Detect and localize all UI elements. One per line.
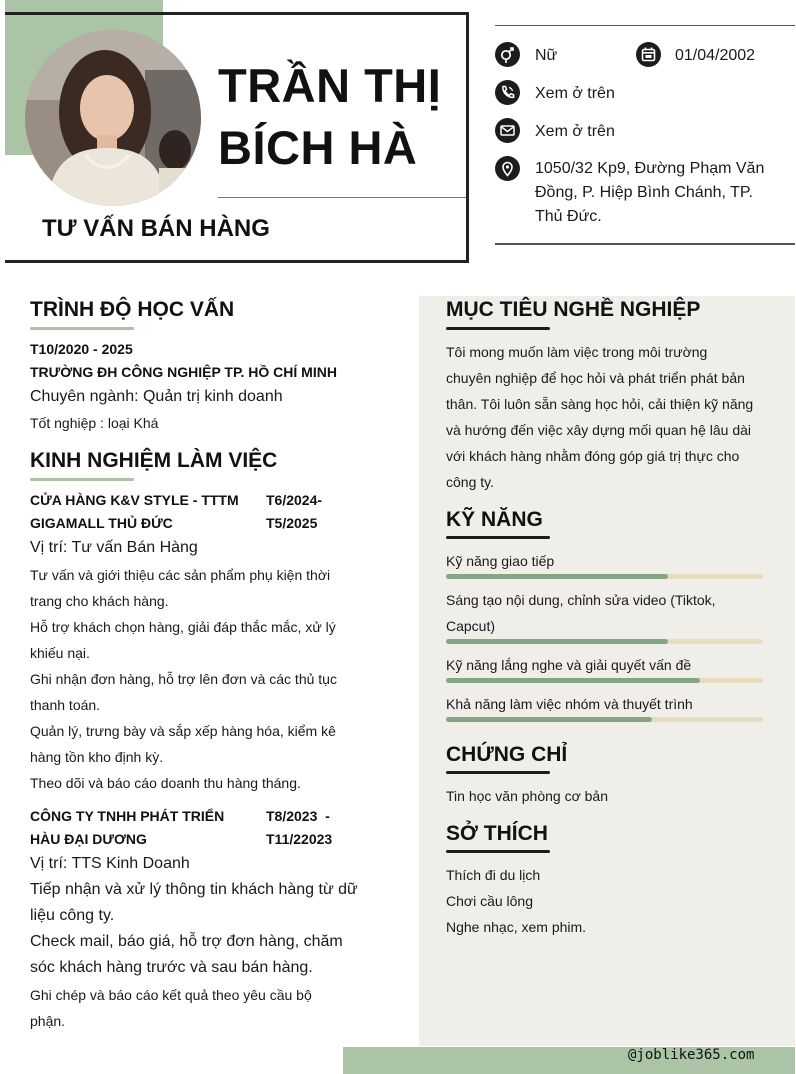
skill-bar-fill [446, 678, 700, 683]
objective-line: chuyên nghiệp để học hỏi và phát triển phát bản [446, 370, 745, 386]
skills-title-underline [446, 536, 550, 539]
gender-value: Nữ [535, 47, 558, 64]
contact-bottom-divider [495, 243, 795, 245]
contact-top-divider [495, 25, 795, 26]
job-duty-line: trang cho khách hàng. [30, 593, 169, 609]
skill-bar-fill [446, 639, 668, 644]
phone-value: Xem ở trên [535, 85, 615, 102]
job-duty-line: Quản lý, trưng bày và sắp xếp hàng hóa, kiểm kê [30, 723, 336, 739]
objective-line: với khách hàng nhằm đóng góp giá trị thực cho [446, 448, 740, 464]
profile-photo [25, 30, 201, 206]
experience-title: KINH NGHIỆM LÀM VIỆC [30, 449, 278, 472]
education-period: T10/2020 - 2025 [30, 341, 133, 357]
address-line: 1050/32 Kp9, Đường Phạm Văn [535, 160, 765, 177]
phone-icon [495, 80, 520, 105]
job-company: GIGAMALL THỦ ĐỨC [30, 515, 173, 531]
job-duty-line: Tiếp nhận và xử lý thông tin khách hàng từ dữ [30, 881, 358, 898]
job-duty-line: sóc khách hàng trước và sau bán hàng. [30, 959, 313, 976]
hobbies-title-underline [446, 850, 550, 853]
objective-line: công ty. [446, 474, 494, 490]
certificate-item: Tin học văn phòng cơ bản [446, 788, 608, 804]
job-duty-line: Tư vấn và giới thiệu các sản phẩm phụ kiện thời [30, 567, 331, 583]
mail-icon [495, 118, 520, 143]
hobbies-title: SỞ THÍCH [446, 822, 548, 845]
skill-bar [446, 574, 763, 579]
full-name-line1: TRẦN THỊ [218, 59, 442, 112]
address-line: Đồng, P. Hiệp Bình Chánh, TP. [535, 184, 753, 201]
job-duty-line: khiếu nại. [30, 645, 90, 661]
job-company: HÀU ĐẠI DƯƠNG [30, 831, 147, 847]
skill-label: Kỹ năng lắng nghe và giải quyết vấn đề [446, 657, 692, 673]
birthday-value: 01/04/2002 [675, 47, 756, 64]
objective-line: thân. Tôi luôn sẵn sàng học hỏi, cải thiện kỹ năng [446, 396, 754, 412]
job-period: T11/22023 [266, 831, 333, 847]
location-icon [495, 156, 520, 181]
job-title: TƯ VẤN BÁN HÀNG [42, 215, 270, 242]
job-duty-line: Check mail, báo giá, hỗ trợ đơn hàng, chăm [30, 933, 343, 950]
name-divider [218, 197, 466, 198]
address-line: Thủ Đức. [535, 208, 602, 225]
skill-label: Capcut) [446, 618, 496, 634]
education-title-underline [30, 327, 134, 330]
education-major: Chuyên ngành: Quản trị kinh doanh [30, 388, 283, 405]
skill-bar-fill [446, 717, 652, 722]
job-duty-line: Ghi chép và báo cáo kết quả theo yêu cầu bộ [30, 987, 312, 1003]
skill-bar [446, 717, 763, 722]
job-company: CỬA HÀNG K&V STYLE - TTTM [30, 492, 239, 508]
skill-label: Kỹ năng giao tiếp [446, 553, 555, 569]
job-position: Vị trí: TTS Kinh Doanh [30, 855, 190, 872]
education-grade: Tốt nghiệp : loại Khá [30, 415, 159, 431]
job-duty-line: Ghi nhận đơn hàng, hỗ trợ lên đơn và các thủ tục [30, 671, 337, 687]
job-period: T8/2023 - [266, 808, 330, 824]
education-title: TRÌNH ĐỘ HỌC VẤN [30, 298, 235, 321]
hobby-item: Nghe nhạc, xem phim. [446, 919, 587, 935]
job-duty-line: phận. [30, 1013, 66, 1029]
job-duty-line: hàng tồn kho định kỳ. [30, 749, 164, 765]
certificates-title: CHỨNG CHỈ [446, 743, 568, 766]
gender-icon [495, 42, 520, 67]
job-duty-line: thanh toán. [30, 697, 101, 713]
job-period: T6/2024- [266, 492, 323, 508]
hobby-item: Thích đi du lịch [446, 867, 541, 883]
skill-label: Sáng tạo nội dung, chỉnh sửa video (Tiktok, [446, 592, 716, 608]
calendar-icon [636, 42, 661, 67]
skill-bar [446, 639, 763, 644]
experience-title-underline [30, 478, 134, 481]
full-name-line2: BÍCH HÀ [218, 121, 418, 174]
certificates-title-underline [446, 771, 550, 774]
job-duty-line: Theo dõi và báo cáo doanh thu hàng tháng. [30, 775, 301, 791]
objective-line: và hướng đến việc xây dựng mối quan hệ lâu dài [446, 422, 752, 438]
job-duty-line: liệu công ty. [30, 907, 115, 924]
education-school: TRƯỜNG ĐH CÔNG NGHIỆP TP. HỒ CHÍ MINH [30, 364, 337, 380]
email-value: Xem ở trên [535, 123, 615, 140]
job-period: T5/2025 [266, 515, 318, 531]
skill-label: Khả năng làm việc nhóm và thuyết trình [446, 696, 693, 712]
skills-title: KỸ NĂNG [446, 508, 543, 531]
skill-bar [446, 678, 763, 683]
job-company: CÔNG TY TNHH PHÁT TRIỂN [30, 808, 225, 824]
footer-brand: @joblike365.com [628, 1047, 755, 1063]
job-position: Vị trí: Tư vấn Bán Hàng [30, 539, 198, 556]
hobby-item: Chơi cầu lông [446, 893, 534, 909]
objective-title: MỤC TIÊU NGHỀ NGHIỆP [446, 298, 701, 321]
objective-title-underline [446, 327, 550, 330]
skill-bar-fill [446, 574, 668, 579]
job-duty-line: Hỗ trợ khách chọn hàng, giải đáp thắc mắc, xử lý [30, 619, 336, 635]
objective-line: Tôi mong muốn làm việc trong môi trường [446, 344, 708, 360]
